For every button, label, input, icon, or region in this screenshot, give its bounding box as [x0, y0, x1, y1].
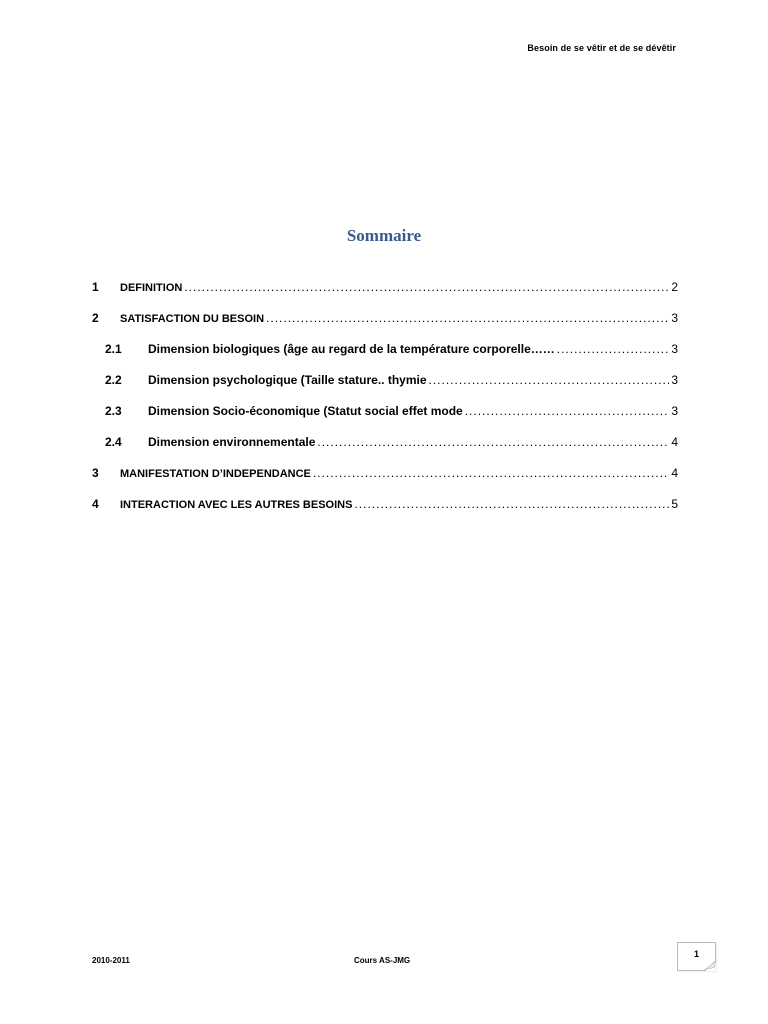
toc-entry-page: 3	[671, 404, 678, 418]
toc-entry-number: 2	[92, 311, 99, 325]
toc-entry-number: 1	[92, 280, 99, 294]
toc-entry-page: 4	[671, 466, 678, 480]
toc-entry-socio-economique[interactable]	[92, 404, 678, 435]
toc-entry-page: 3	[671, 342, 678, 356]
toc-entry-page: 3	[671, 311, 678, 325]
footer-year: 2010-2011	[92, 956, 130, 965]
toc-entry-number: 2.2	[105, 373, 122, 387]
toc-entry-biologique[interactable]	[92, 342, 678, 373]
toc-entry-interaction[interactable]	[92, 497, 678, 528]
footer-course: Cours AS-JMG	[354, 956, 411, 965]
toc-entry-psychologique[interactable]	[92, 373, 678, 404]
toc-entry-label: Dimension Socio-économique (Statut social effet mode	[148, 404, 463, 418]
toc-entry-label: MANIFESTATION D’INDEPENDANCE	[120, 468, 311, 480]
toc-leader-dots	[317, 435, 669, 449]
toc-entry-label: INTERACTION AVEC LES AUTRES BESOINS	[120, 499, 353, 511]
toc-entry-page: 3	[671, 373, 678, 387]
page-curl-icon	[704, 961, 716, 971]
table-of-contents	[92, 280, 678, 528]
toc-leader-dots	[354, 497, 669, 511]
toc-leader-dots	[557, 342, 670, 356]
running-header: Besoin de se vêtir et de se dévêtir	[527, 43, 676, 53]
toc-entry-label: SATISFACTION DU BESOIN	[120, 313, 265, 325]
toc-entry-environnementale[interactable]	[92, 435, 678, 466]
toc-entry-label: DEFINITION	[120, 282, 183, 294]
toc-entry-manifestation[interactable]	[92, 466, 678, 497]
toc-entry-label: Dimension environnementale	[148, 435, 316, 449]
toc-title: Sommaire	[346, 226, 422, 245]
toc-leader-dots	[313, 466, 669, 480]
toc-entry-number: 2.1	[105, 342, 122, 356]
toc-entry-definition[interactable]	[92, 280, 678, 311]
toc-entry-satisfaction[interactable]	[92, 311, 678, 342]
toc-leader-dots	[465, 404, 670, 418]
toc-leader-dots	[266, 311, 669, 325]
toc-entry-page: 4	[671, 435, 678, 449]
toc-entry-page: 5	[671, 497, 678, 511]
toc-leader-dots	[184, 280, 669, 294]
toc-entry-number: 3	[92, 466, 99, 480]
toc-entry-label: Dimension psychologique (Taille stature.. thymie	[148, 373, 427, 387]
toc-entry-label: Dimension biologiques (âge au regard de la température corporelle……	[148, 342, 555, 356]
toc-entry-number: 2.3	[105, 404, 122, 418]
toc-entry-number: 2.4	[105, 435, 122, 449]
toc-entry-page: 2	[671, 280, 678, 294]
toc-leader-dots	[429, 373, 670, 387]
toc-entry-number: 4	[92, 497, 99, 511]
page-number: 1	[693, 949, 699, 959]
page-number-badge	[677, 942, 716, 971]
